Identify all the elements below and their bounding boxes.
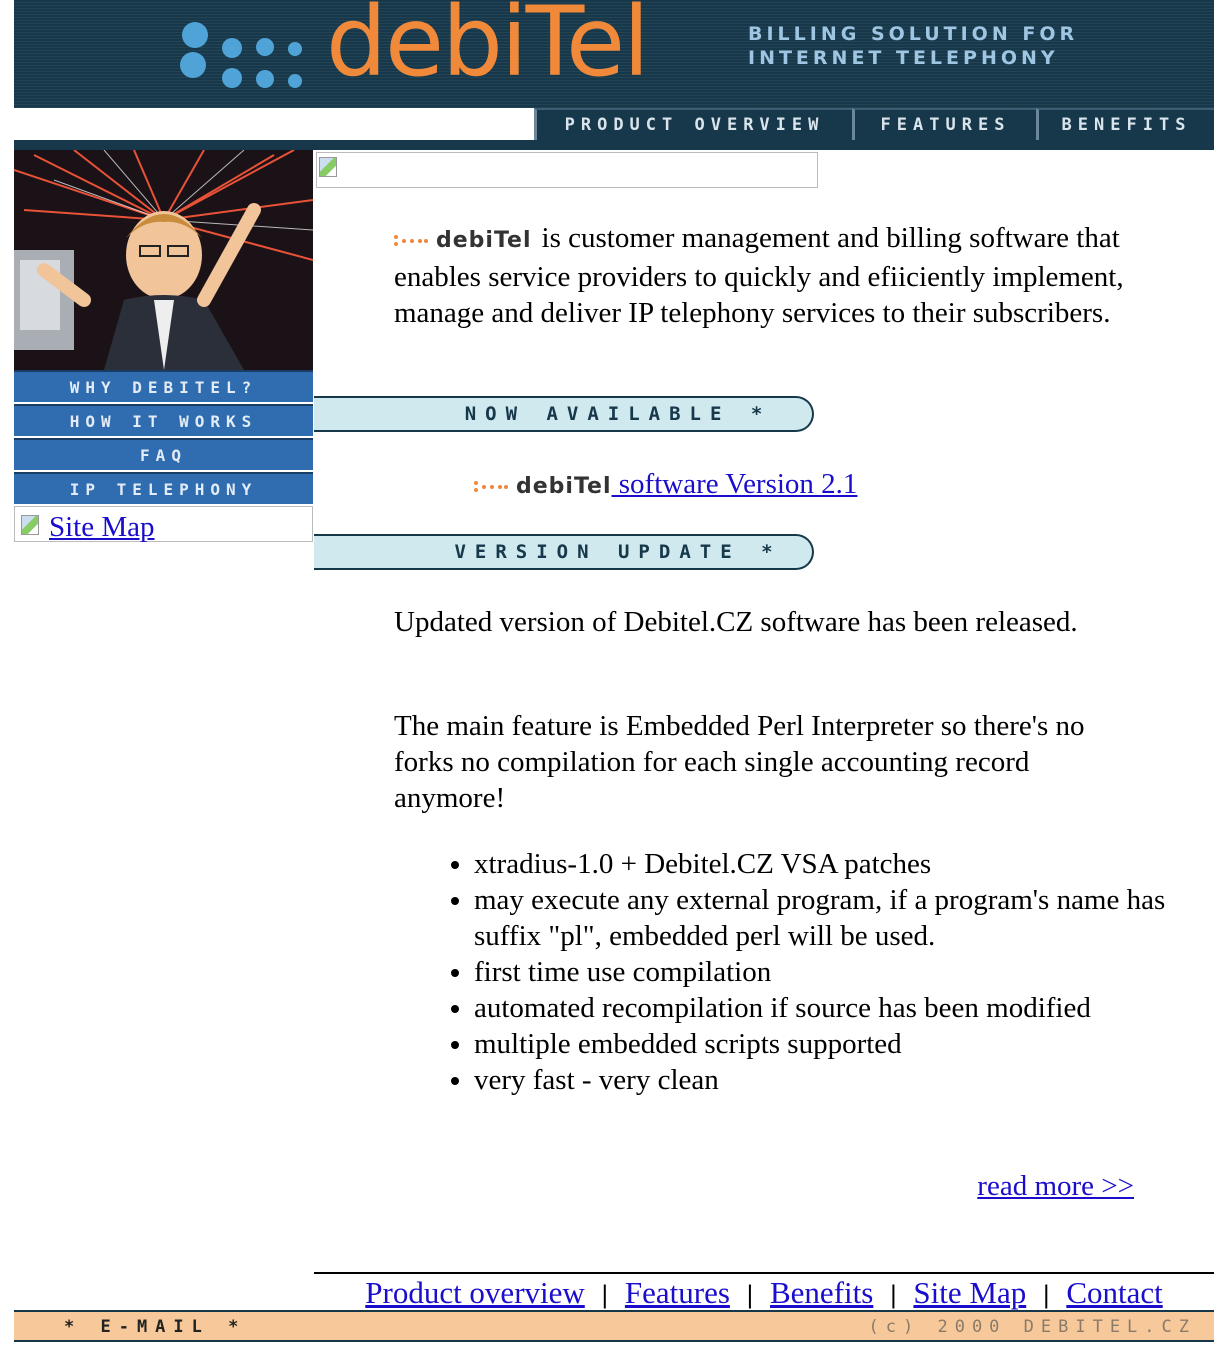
- logo-dot: [288, 74, 302, 88]
- topnav-benefits[interactable]: BENEFITS: [1036, 108, 1214, 140]
- logo-dot: [256, 38, 274, 56]
- sidenav-how-it-works[interactable]: HOW IT WORKS: [14, 404, 313, 436]
- tagline: [748, 22, 1078, 70]
- footer-separator: |: [1042, 1281, 1051, 1309]
- feature-list: [434, 846, 1174, 1098]
- list-item: • automated recompilation if source has been modified: [474, 990, 1174, 1026]
- available-line: [474, 466, 1134, 505]
- hero-illustration: [14, 150, 313, 370]
- footer-link-benefits[interactable]: Benefits: [770, 1275, 874, 1310]
- footer-link-product-overview[interactable]: Product overview: [365, 1275, 585, 1310]
- intro-paragraph: [394, 220, 1134, 331]
- mini-logo-word: debiTel: [436, 228, 532, 253]
- footer-link-contact[interactable]: Contact: [1066, 1275, 1163, 1310]
- debitel-mini-logo: [394, 223, 532, 259]
- broken-image-icon: [21, 515, 39, 535]
- copyright-text: (c) 2000 DEBITEL.CZ: [868, 1317, 1196, 1337]
- footer-link-site-map[interactable]: Site Map: [913, 1275, 1027, 1310]
- email-link[interactable]: * E-MAIL *: [64, 1317, 247, 1337]
- software-version-link[interactable]: software Version 2.1: [611, 468, 858, 500]
- bottom-bar: [14, 1310, 1214, 1342]
- sidenav-ip-telephony[interactable]: IP TELEPHONY: [14, 472, 313, 504]
- tagline-line-1: BILLING SOLUTION FOR: [748, 23, 1079, 45]
- sidenav-why-debitel[interactable]: WHY DEBITEL?: [14, 370, 313, 402]
- hero-image: [14, 150, 313, 370]
- read-more-row: [394, 1168, 1134, 1204]
- logo-text: debiTel: [326, 0, 648, 98]
- logo-dot: [182, 22, 208, 48]
- logo-dot: [256, 70, 274, 88]
- list-item: • very fast - very clean: [474, 1062, 1174, 1098]
- logo-dot: [222, 38, 242, 58]
- sitemap-image-link[interactable]: [14, 506, 313, 542]
- read-more-link[interactable]: read more >>: [977, 1170, 1134, 1202]
- update-paragraph-1: Updated version of Debitel.CZ software has been released.: [394, 606, 1078, 638]
- sidenav-faq[interactable]: FAQ: [14, 438, 313, 470]
- nav-divider-strip: [14, 140, 1214, 150]
- logo-dot: [180, 52, 206, 78]
- tagline-line-2: INTERNET TELEPHONY: [748, 47, 1059, 69]
- footer-separator: |: [745, 1281, 754, 1309]
- broken-image-placeholder: [316, 152, 818, 188]
- footer-link-features[interactable]: Features: [624, 1275, 730, 1310]
- logo-dot: [222, 68, 242, 88]
- mini-logo-word: debiTel: [516, 474, 612, 499]
- footer-links: [314, 1274, 1214, 1314]
- list-item: • multiple embedded scripts supported: [474, 1026, 1174, 1062]
- broken-image-icon: [319, 157, 337, 177]
- update-paragraph-2: The main feature is Embedded Perl Interpreter so there's no forks no compilation for each single accounting record anymore!: [394, 710, 1085, 814]
- footer-separator: |: [889, 1281, 898, 1309]
- logo-dot: [288, 42, 302, 56]
- logo-dots-icon: [474, 481, 510, 493]
- list-item: • xtradius-1.0 + Debitel.CZ VSA patches: [474, 846, 1174, 882]
- version-update-banner: VERSION UPDATE *: [314, 534, 814, 570]
- header-banner: [14, 0, 1214, 108]
- debitel-mini-logo: [474, 469, 612, 505]
- logo-dots-icon: [394, 235, 430, 247]
- list-item: • may execute any external program, if a program's name has suffix "pl", embedded perl will be used.: [474, 882, 1174, 954]
- footer-separator: |: [600, 1281, 609, 1309]
- list-item: • first time use compilation: [474, 954, 1174, 990]
- topnav-features[interactable]: FEATURES: [852, 108, 1036, 140]
- intro-text: is customer management and billing software that enables service providers to quickly and efiiciently implement, manage and deliver IP telephony services to their subscribers.: [394, 222, 1124, 329]
- now-available-banner: NOW AVAILABLE *: [314, 396, 814, 432]
- sitemap-link[interactable]: Site Map: [49, 511, 155, 543]
- topnav-product-overview[interactable]: PRODUCT OVERVIEW: [534, 108, 852, 140]
